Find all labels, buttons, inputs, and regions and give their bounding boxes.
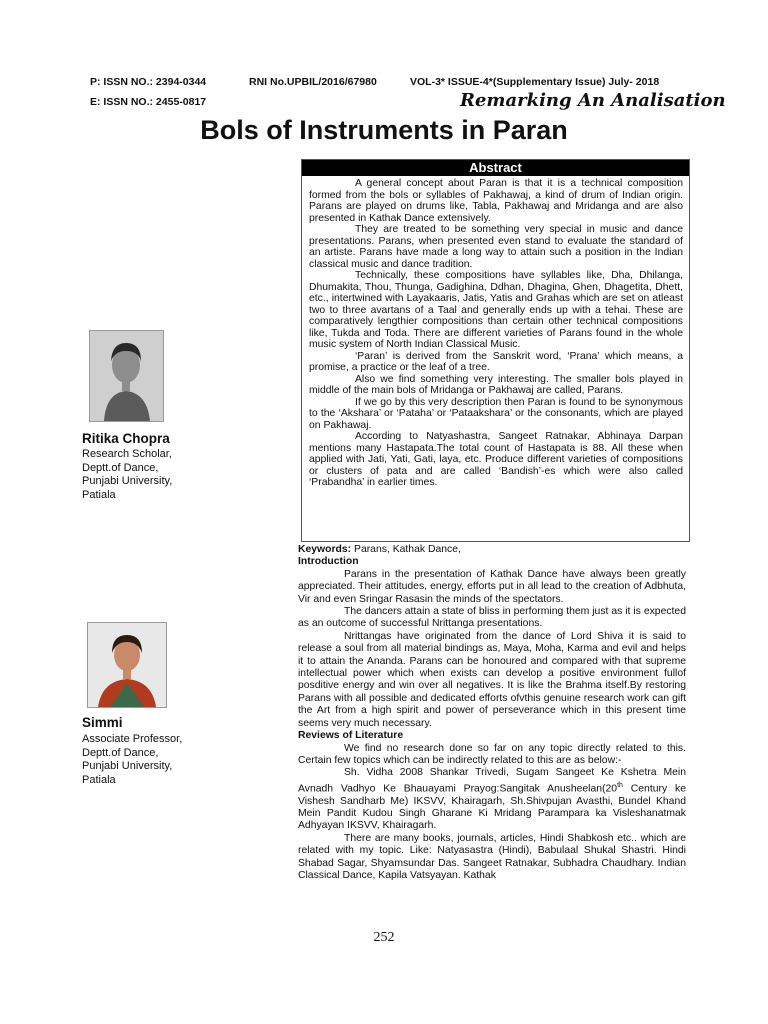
print-issn: P: ISSN NO.: 2394-0344: [90, 76, 207, 88]
author-university: Punjabi University,: [82, 760, 173, 772]
abstract-paragraph: According to Natyashastra, Sangeet Ratnakar, Abhinaya Darpan mentions many Hastapata.The total count of Hastapata is 88. All these when applied with Jati, Yati, Gati, laya, etc. Produce different varieties of compositions or clusters of pata and are called ‘Bandish’-es which were also called ‘Prabandha’ in earlier times.: [309, 431, 683, 488]
intro-paragraph: Nrittangas have originated from the dance of Lord Shiva it is said to release a soul from all material bindings as, Maya, Moha, Karma and evil and helps it to attain the Ananda. Parans can be honoured and compared with that supreme intellectual power which when exists can develop a positive environment fullof posditive energy and win over all negatives. It is like the Brahma itself.By restoring Parans with all possible and dedicated efforts ofvthis genuine research work can gift the Art from a high spirit and power of perseverance which in this present time seems very much necessary.: [298, 630, 686, 729]
abstract-body: [302, 176, 689, 489]
reviews-paragraph: We find no research done so far on any topic directly related to this. Certain few topics which can be indirectly related to this are as below:-: [298, 742, 686, 766]
author-university: Punjabi University,: [82, 475, 173, 487]
author-photo-simmi: [87, 622, 167, 708]
main-text: [298, 544, 686, 882]
reviews-paragraph: [298, 767, 686, 833]
author-photo-ritika: [89, 330, 164, 422]
author-role: Associate Professor,: [82, 733, 183, 745]
reviews-paragraph: There are many books, journals, articles, Hindi Shabkosh etc.. which are related with my topic. Like: Natyasastra (Hindi), Babulaal Shukal Shastri. Hindi Shabad Sagar, Shyamsundar Das. Sangeet Ratnakar, Subhadra Chaudhary. Indian Classical Dance, Kapila Vatsyayan. Kathak: [298, 832, 686, 882]
author-affiliation: [82, 448, 172, 502]
abstract-heading: Abstract: [302, 160, 689, 176]
superscript: th: [617, 781, 623, 789]
author-dept: Deptt.of Dance,: [82, 461, 159, 474]
author-dept: Deptt.of Dance,: [82, 746, 159, 759]
page-title: Bols of Instruments in Paran: [200, 115, 568, 145]
electronic-issn: E: ISSN NO.: 2455-0817: [90, 96, 207, 108]
abstract-paragraph: Technically, these compositions have syllables like, Dha, Dhilanga, Dhumakita, Thou, Thunga, Gadighina, Ddhan, Dhagina, Ghen, Dhagetita, Dhett, etc., intertwined with Layakaaris, Jatis, Yatis and Grahas which are set on atleast two to three avartans of a Taal and generally ends up with a tehai. These are comparatively lengthier compositions than certain other technical compositions like, Tukda and Toda. There are different varieties of Parans found in the whole music system of North Indian Classical Music.: [309, 270, 683, 350]
author-city: Patiala: [82, 773, 116, 786]
abstract-box: [301, 159, 690, 542]
introduction-heading: Introduction: [298, 556, 359, 568]
author-affiliation: [82, 733, 182, 787]
keywords-value: Parans, Kathak Dance,: [354, 544, 461, 555]
volume-issue: VOL-3* ISSUE-4*(Supplementary Issue) July- 2018: [410, 76, 660, 88]
person-portrait-icon: [90, 331, 163, 421]
journal-name: Remarking An Analisation: [460, 90, 726, 111]
abstract-paragraph: ‘Paran’ is derived from the Sanskrit word, ‘Prana’ which means, a promise, a practice or the leaf of a tree.: [309, 350, 683, 373]
person-portrait-icon: [88, 623, 166, 707]
abstract-paragraph: Also we find something very interesting. The smaller bols played in middle of the main bols of Mridanga or Pakhawaj are called, Parans.: [309, 373, 683, 396]
page-number: 252: [373, 930, 395, 945]
intro-paragraph: Parans in the presentation of Kathak Dance have always been greatly appreciated. Their attitudes, energy, efforts put in all lead to the creation of Adbhuta, Vir and even Sringar Rasasin the minds of the spectators.: [298, 568, 686, 605]
reviews-text: Century ke Vishesh Sandharb Me) IKSVV, Khairagarh, Sh.Shivpujan Avasthi, Bundel Khand Mein Pandit Kudou Singh Gharane Ki Mridang Parampara ka Visleshanatmak Adhyayan IKSVV, Khairagarh.: [298, 783, 686, 832]
reviews-text: Sh. Vidha 2008 Shankar Trivedi, Sugam Sangeet Ke Kshetra Mein Avnadh Vadhyo Ke Bhauayami Prayog:Sangitak Anusheelan(20: [298, 767, 686, 795]
author-name: Ritika Chopra: [82, 431, 170, 446]
author-role: Research Scholar,: [82, 448, 172, 460]
abstract-paragraph: If we go by this very description then Paran is found to be synonymous to the ‘Akshara’ or ‘Pataha’ or ‘Pataakshara’ or the consonants, which are played on Pakhawaj.: [309, 396, 683, 431]
keywords-label: Keywords:: [298, 544, 352, 555]
reviews-heading: Reviews of Literature: [298, 730, 404, 742]
keywords: [298, 544, 686, 556]
intro-paragraph: The dancers attain a state of bliss in performing them just as it is expected as an outcome of successful Nrittanga presentations.: [298, 606, 686, 630]
author-city: Patiala: [82, 488, 116, 501]
abstract-paragraph: They are treated to be something very special in music and dance presentations. Parans, when presented even stand to evaluate the standard of an artiste. Parans have made a long way to attain such a position in the Indian classical music and dance tradition.: [309, 224, 683, 270]
abstract-paragraph: A general concept about Paran is that it is a technical composition formed from the bols or syllables of Pakhawaj, a kind of drum of Indian origin. Parans are played on drums like, Tabla, Pakhawaj and Mridanga and are also presented in Kathak Dance extensively.: [309, 178, 683, 224]
author-name: Simmi: [82, 715, 123, 730]
rni-number: RNI No.UPBIL/2016/67980: [249, 76, 377, 88]
